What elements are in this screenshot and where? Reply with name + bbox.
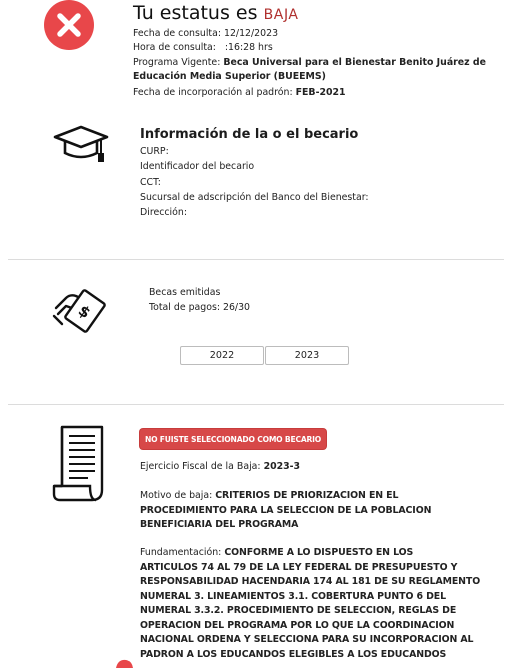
motivo-line: BENEFICIARIA DEL PROGRAMA	[140, 519, 299, 530]
fecha-incorporacion-row: Fecha de incorporación al padrón: FEB-2021	[133, 87, 346, 98]
year-button-2022[interactable]: 2022	[180, 346, 264, 365]
graduation-cap-icon	[52, 124, 110, 166]
fundamentacion-line: NUMERAL 3. LINEAMIENTOS 3.1. COBERTURA PUNTO 6 DEL	[140, 590, 446, 602]
becario-section-title: Información de la o el becario	[140, 127, 359, 142]
fundamentacion-line: OPERACION DEL PROGRAMA POR LO QUE LA COORDINACION	[140, 619, 455, 631]
fundamentacion-block	[140, 546, 500, 662]
section-divider	[8, 404, 504, 405]
fundamentacion-line: Fundamentación: CONFORME A LO DISPUESTO EN LOS	[140, 547, 414, 558]
fundamentacion-line: RESPONSABILIDAD HACENDARIA 174 AL 181 DE SU REGLAMENTO	[140, 576, 481, 587]
svg-text:$: $	[74, 301, 94, 323]
year-button-2023[interactable]: 2023	[265, 346, 349, 365]
status-heading	[133, 1, 299, 27]
fundamentacion-line: ARTICULOS 74 AL 79 DE LA LEY FEDERAL DE PRESUPUESTO Y	[140, 561, 458, 573]
motivo-line: Motivo de baja: CRITERIOS DE PRIORIZACION EN EL	[140, 490, 399, 501]
direccion-label: Dirección:	[140, 207, 187, 218]
no-seleccionado-badge: NO FUISTE SELECCIONADO COMO BECARIO	[140, 429, 326, 449]
motivo-baja-block	[140, 489, 500, 533]
cct-label: CCT:	[140, 177, 161, 188]
identificador-label: Identificador del becario	[140, 161, 255, 172]
programa-row: Programa Vigente: Beca Universal para el Bienestar Benito Juárez de	[133, 57, 486, 68]
hora-consulta-row: Hora de consulta: :16:28 hrs	[133, 42, 273, 53]
fecha-consulta-row: Fecha de consulta: 12/12/2023	[133, 28, 279, 39]
total-pagos-row: Total de pagos: 26/30	[149, 302, 251, 313]
motivo-line: PROCEDIMIENTO PARA LA SELECCION DE LA POBLACION	[140, 504, 432, 516]
programa-row-line2: Educación Media Superior (BUEEMS)	[133, 71, 326, 82]
document-scroll-icon	[52, 424, 108, 504]
partial-red-icon	[114, 658, 134, 668]
status-value: BAJA	[263, 7, 299, 23]
fundamentacion-line: NACIONAL ORDENA Y SELECCIONA PARA SU INCORPORACION AL	[140, 634, 474, 645]
section-divider	[8, 259, 504, 260]
ejercicio-fiscal-row: Ejercicio Fiscal de la Baja: 2023-3	[140, 461, 301, 472]
hand-money-icon	[52, 284, 108, 334]
fundamentacion-line: PADRON A LOS EDUCANDOS ELEGIBLES A LOS EDUCANDOS	[140, 648, 447, 660]
status-title-prefix: Tu estatus es	[133, 2, 258, 24]
curp-label: CURP:	[140, 146, 169, 157]
close-x-circle-icon	[40, 0, 98, 50]
becas-emitidas-label: Becas emitidas	[149, 287, 221, 298]
fundamentacion-line: NUMERAL 3.3.2. PROCEDIMIENTO DE SELECCION, REGLAS DE	[140, 605, 457, 616]
sucursal-label: Sucursal de adscripción del Banco del Bienestar:	[140, 192, 369, 203]
